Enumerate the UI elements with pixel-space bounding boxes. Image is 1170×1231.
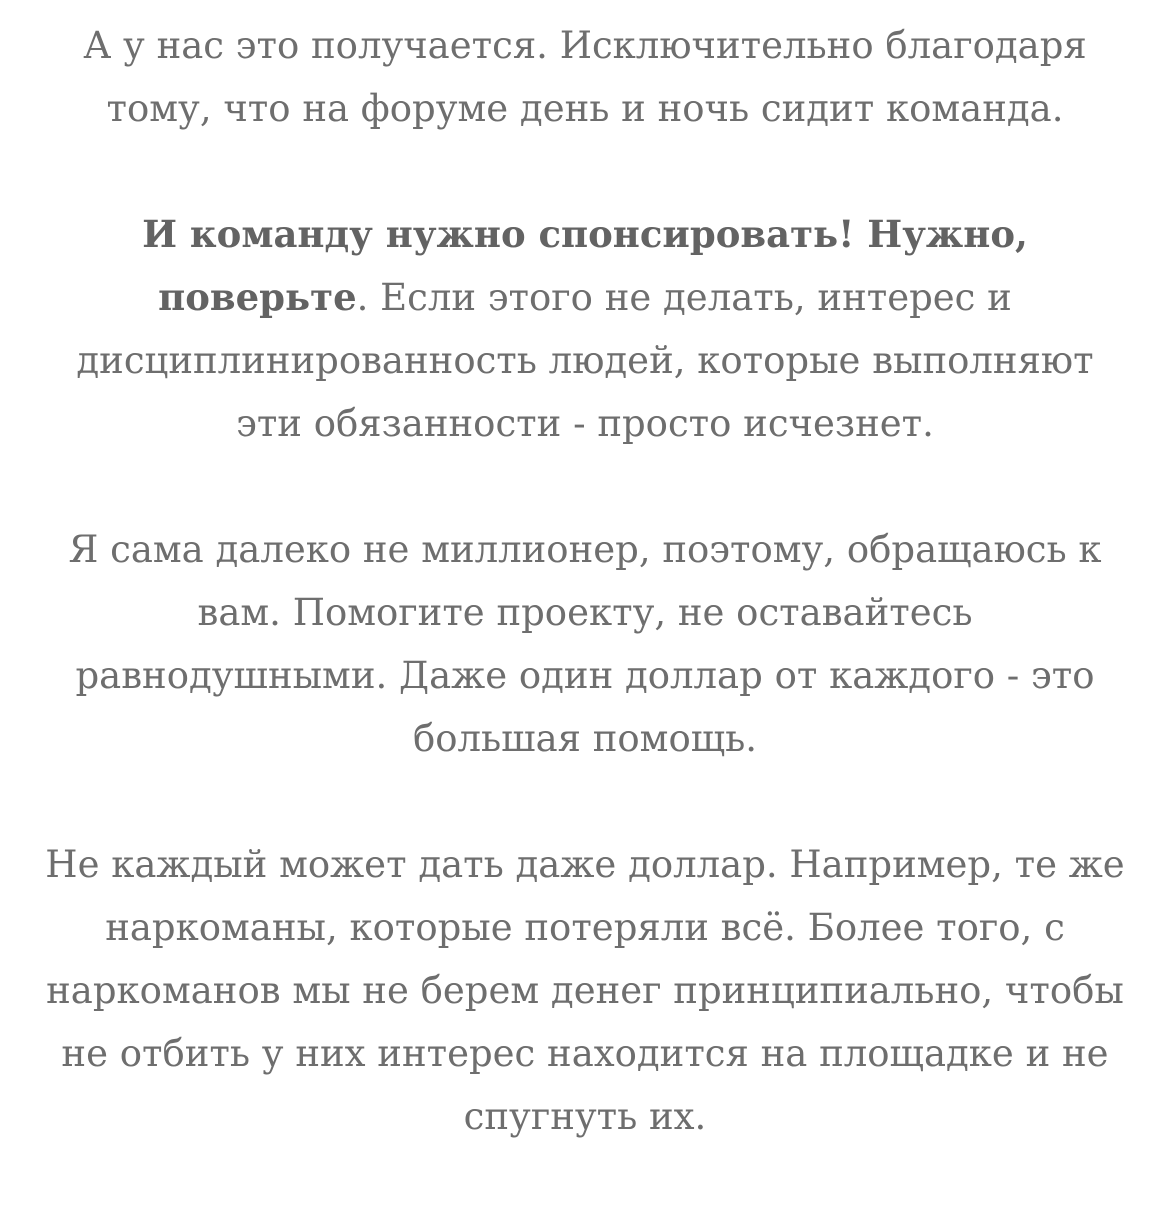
paragraph-emphasis: И команду нужно спонсировать! Нужно, поверьте [142,212,1028,319]
paragraph-text: А у нас это получается. Исключительно благодаря тому, что на форуме день и ночь сидит команда. [83,24,1087,130]
paragraph-team-works [40,14,1130,140]
paragraph-no-money-from-addicts [40,833,1130,1148]
paragraph-text: . Если этого не делать, интерес и дисциплинированность людей, которые выполняют эти обязанности - просто исчезнет. [76,276,1094,445]
paragraph-sponsor-team [40,203,1130,455]
paragraph-text: Я сама далеко не миллионер, поэтому, обращаюсь к вам. Помогите проекту, не оставайтесь равнодушными. Даже один доллар от каждого - это большая помощь. [68,528,1102,760]
paragraph-text: Не каждый может дать даже доллар. Например, те же наркоманы, которые потеряли всё. Более того, с наркоманов мы не берем денег принципиально, чтобы не отбить у них интерес находится на площадке и не спугнуть их. [45,843,1125,1138]
paragraph-donation-appeal [40,518,1130,770]
